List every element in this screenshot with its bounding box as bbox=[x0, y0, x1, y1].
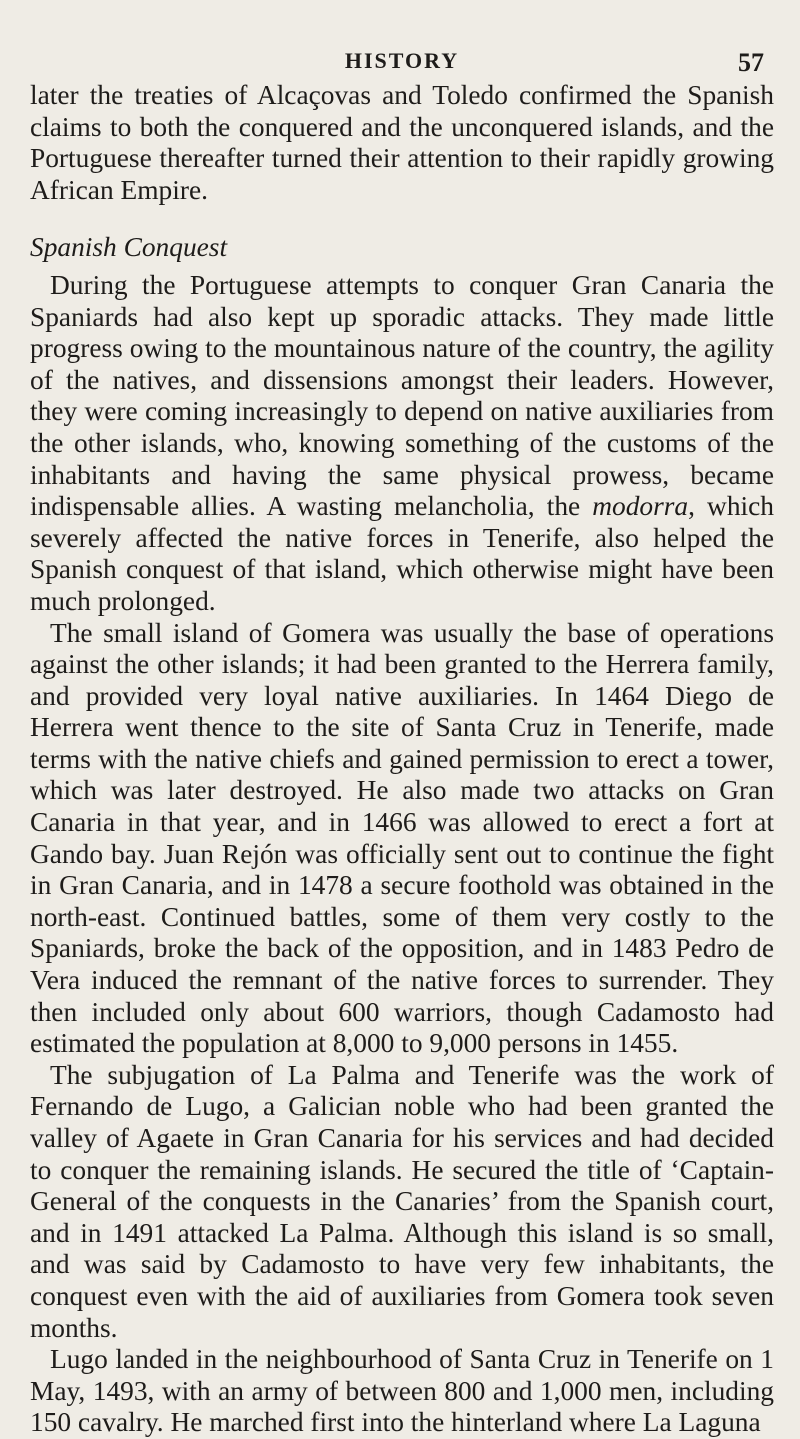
modorra-term: modorra bbox=[592, 491, 689, 522]
body-text bbox=[30, 80, 774, 1439]
intro-paragraph: later the treaties of Alcaçovas and Toledo confirmed the Spanish claims to both the conquered and the unconquered islands, and the Portuguese thereafter turned their attention to their rapidly growing African Empire. bbox=[30, 80, 774, 205]
running-head: HISTORY bbox=[344, 48, 460, 73]
paragraph-2: The small island of Gomera was usually the base of operations against the other islands; it had been granted to the Herrera family, and provided very loyal native auxiliaries. In 1464 Diego de Herrera went thence to the site of Santa Cruz in Tenerife, made terms with the native chiefs and gained permission to erect a tower, which was later destroyed. He also made two attacks on Gran Canaria in that year, and in 1466 was allowed to erect a fort at Gando bay. Juan Rejón was officially sent out to continue the fight in Gran Canaria, and in 1478 a secure foothold was obtained in the north-east. Continued battles, some of them very costly to the Spaniards, broke the back of the opposition, and in 1483 Pedro de Vera induced the remnant of the native forces to surrender. They then included only about 600 warriors, though Cadamosto had estimated the population at 8,000 to 9,000 persons in 1455. bbox=[30, 617, 774, 1059]
paragraph-1 bbox=[30, 270, 774, 618]
paragraph-1-start: During the Portuguese attempts to conquer Gran Canaria the Spaniards had also kept up sporadic attacks. They made little progress owing to the mountainous nature of the country, the agility of the natives, and dissensions amongst their leaders. However, they were coming increasingly to depend on native auxiliaries from the other islands, who, knowing something of the customs of the inhabitants and having the same physical prowess, became indispensable allies. A wasting melancholia, the bbox=[30, 269, 774, 522]
paragraph-3: The subjugation of La Palma and Tenerife was the work of Fernando de Lugo, a Galician noble who had been granted the valley of Agaete in Gran Canaria for his services and had decided to conquer the remaining islands. He secured the title of ‘Captain-General of the conquests in the Canaries’ from the Spanish court, and in 1491 attacked La Palma. Although this island is so small, and was said by Cadamosto to have very few inhabitants, the conquest even with the aid of auxiliaries from Gomera took seven months. bbox=[30, 1059, 774, 1343]
section-heading: Spanish Conquest bbox=[30, 232, 228, 263]
page-header bbox=[30, 48, 774, 80]
page-number: 57 bbox=[738, 48, 764, 77]
paragraph-4: Lugo landed in the neighbourhood of Santa Cruz in Tenerife on 1 May, 1493, with an army of between 800 and 1,000 men, including 150 cavalry. He marched first into the hinterland where La Laguna bbox=[30, 1344, 774, 1438]
paragraph-1-end: , which severely affected the native forces in Tenerife, also helped the Spanish conquest of that island, which otherwise might have been much prolonged. bbox=[30, 491, 774, 616]
